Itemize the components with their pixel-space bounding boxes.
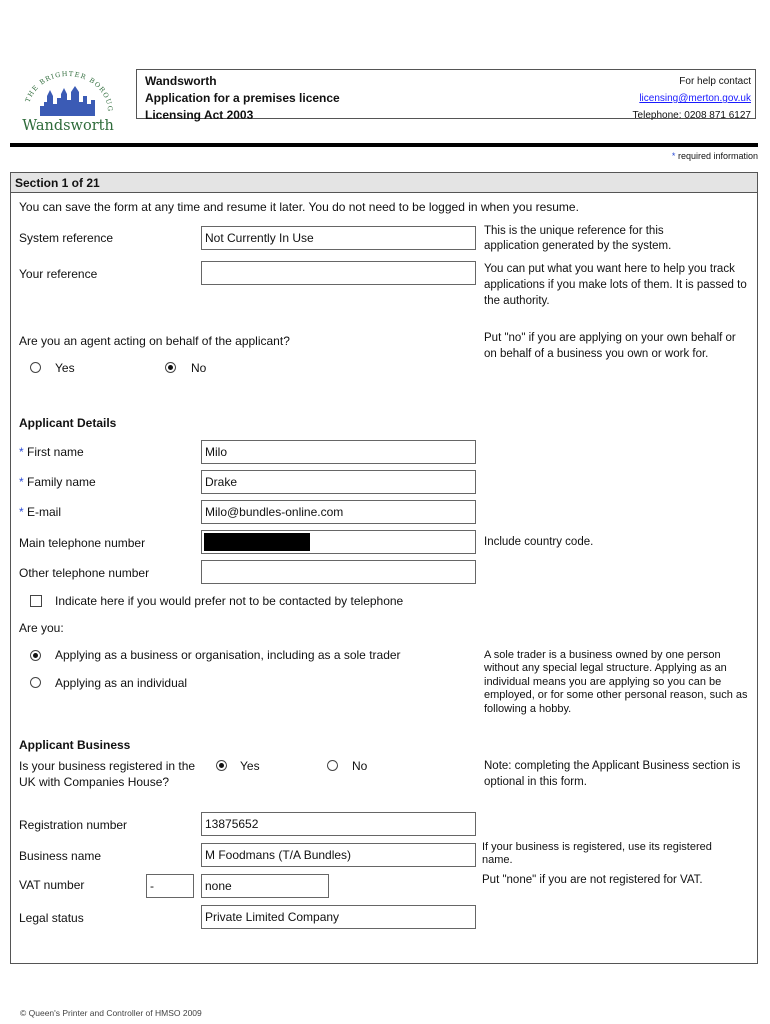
vat-number-input[interactable]: none [201,874,329,898]
business-option-label: Applying as a business or organisation, including as a sole trader [55,648,401,662]
individual-radio[interactable] [30,677,41,688]
help-phone: Telephone: 0208 871 6127 [632,110,751,121]
business-name-label: Business name [19,849,102,863]
copyright-footer: © Queen's Printer and Controller of HMSO 2009 [20,1008,202,1018]
registered-question: Is your business registered in the UK with Companies House? [19,759,196,789]
agent-hint: Put "no" if you are applying on your own behalf or on behalf of a business you own or work for. [484,332,736,360]
agent-no-radio[interactable] [165,362,176,373]
no-phone-contact-checkbox[interactable] [30,595,42,607]
other-phone-input[interactable] [201,560,476,584]
registration-number-label: Registration number [19,818,128,832]
system-reference-hint: This is the unique reference for this application generated by the system. [484,225,672,252]
header-rule [10,143,758,147]
document-header [136,69,756,122]
main-phone-input[interactable] [201,530,476,554]
legal-status-input[interactable]: Private Limited Company [201,905,476,929]
agent-yes-label: Yes [55,361,75,375]
business-radio[interactable] [30,650,41,661]
system-reference-label: System reference [19,231,114,245]
act-name: Licensing Act 2003 [145,108,254,122]
required-note-text: required information [677,151,758,161]
registered-no-radio[interactable] [327,760,338,771]
registered-yes-radio[interactable] [216,760,227,771]
vat-number-label: VAT number [19,878,85,892]
help-email-link[interactable]: licensing@merton.gov.uk [639,93,751,104]
email-input[interactable]: Milo@bundles-online.com [201,500,476,524]
first-name-input[interactable]: Milo [201,440,476,464]
section-title: Section 1 of 21 [11,173,757,193]
main-phone-hint: Include country code. [484,536,594,548]
vat-hint: Put "none" if you are not registered for VAT. [482,874,703,886]
business-note: Note: completing the Applicant Business section is optional in this form. [484,760,741,788]
your-reference-hint: You can put what you want here to help you track applications if you make lots of them. It is passed to the authority. [484,263,747,307]
agent-question: Are you an agent acting on behalf of the applicant? [19,334,290,348]
are-you-label: Are you: [19,621,64,635]
registered-no-label: No [352,759,368,773]
redaction-block [204,533,310,551]
agent-no-label: No [191,361,207,375]
other-phone-label: Other telephone number [19,566,150,580]
individual-option-label: Applying as an individual [55,676,188,690]
no-phone-contact-label: Indicate here if you would prefer not to be contacted by telephone [55,594,404,608]
applicant-details-heading: Applicant Details [19,416,117,430]
logo-arc-text: THE BRIGHTER BOROUG [23,70,115,113]
registration-number-input[interactable]: 13875652 [201,812,476,836]
email-label: * E-mail [19,505,62,519]
logo-wordmark: Wandsworth [22,118,114,134]
registered-yes-label: Yes [240,759,260,773]
are-you-hint: A sole trader is a business owned by one person without any special legal structure. Applying as an individual means you are applying so you can be employed, or for some other personal reason, such as following a hobby. [484,649,748,715]
required-star: * [671,151,676,161]
section-intro: You can save the form at any time and resume it later. You do not need to be logged in when you resume. [19,200,579,214]
org-name: Wandsworth [145,74,217,88]
applicant-business-heading: Applicant Business [19,738,131,752]
family-name-input[interactable]: Drake [201,470,476,494]
main-phone-label: Main telephone number [19,536,146,550]
your-reference-input[interactable] [201,261,476,285]
legal-status-label: Legal status [19,911,84,925]
required-note [672,151,758,161]
agent-yes-radio[interactable] [30,362,41,373]
business-name-input[interactable]: M Foodmans (T/A Bundles) [201,843,476,867]
wandsworth-logo [14,70,124,134]
business-name-hint: If your business is registered, use its registered name. [482,841,712,867]
family-name-label: * Family name [19,475,96,489]
your-reference-label-text: Your reference [19,267,98,281]
form-title: Application for a premises licence [145,91,340,105]
first-name-label: * First name [19,445,84,459]
system-reference-field: Not Currently In Use [201,226,476,250]
help-label: For help contact [679,76,751,87]
vat-prefix-input[interactable]: - [146,874,194,898]
